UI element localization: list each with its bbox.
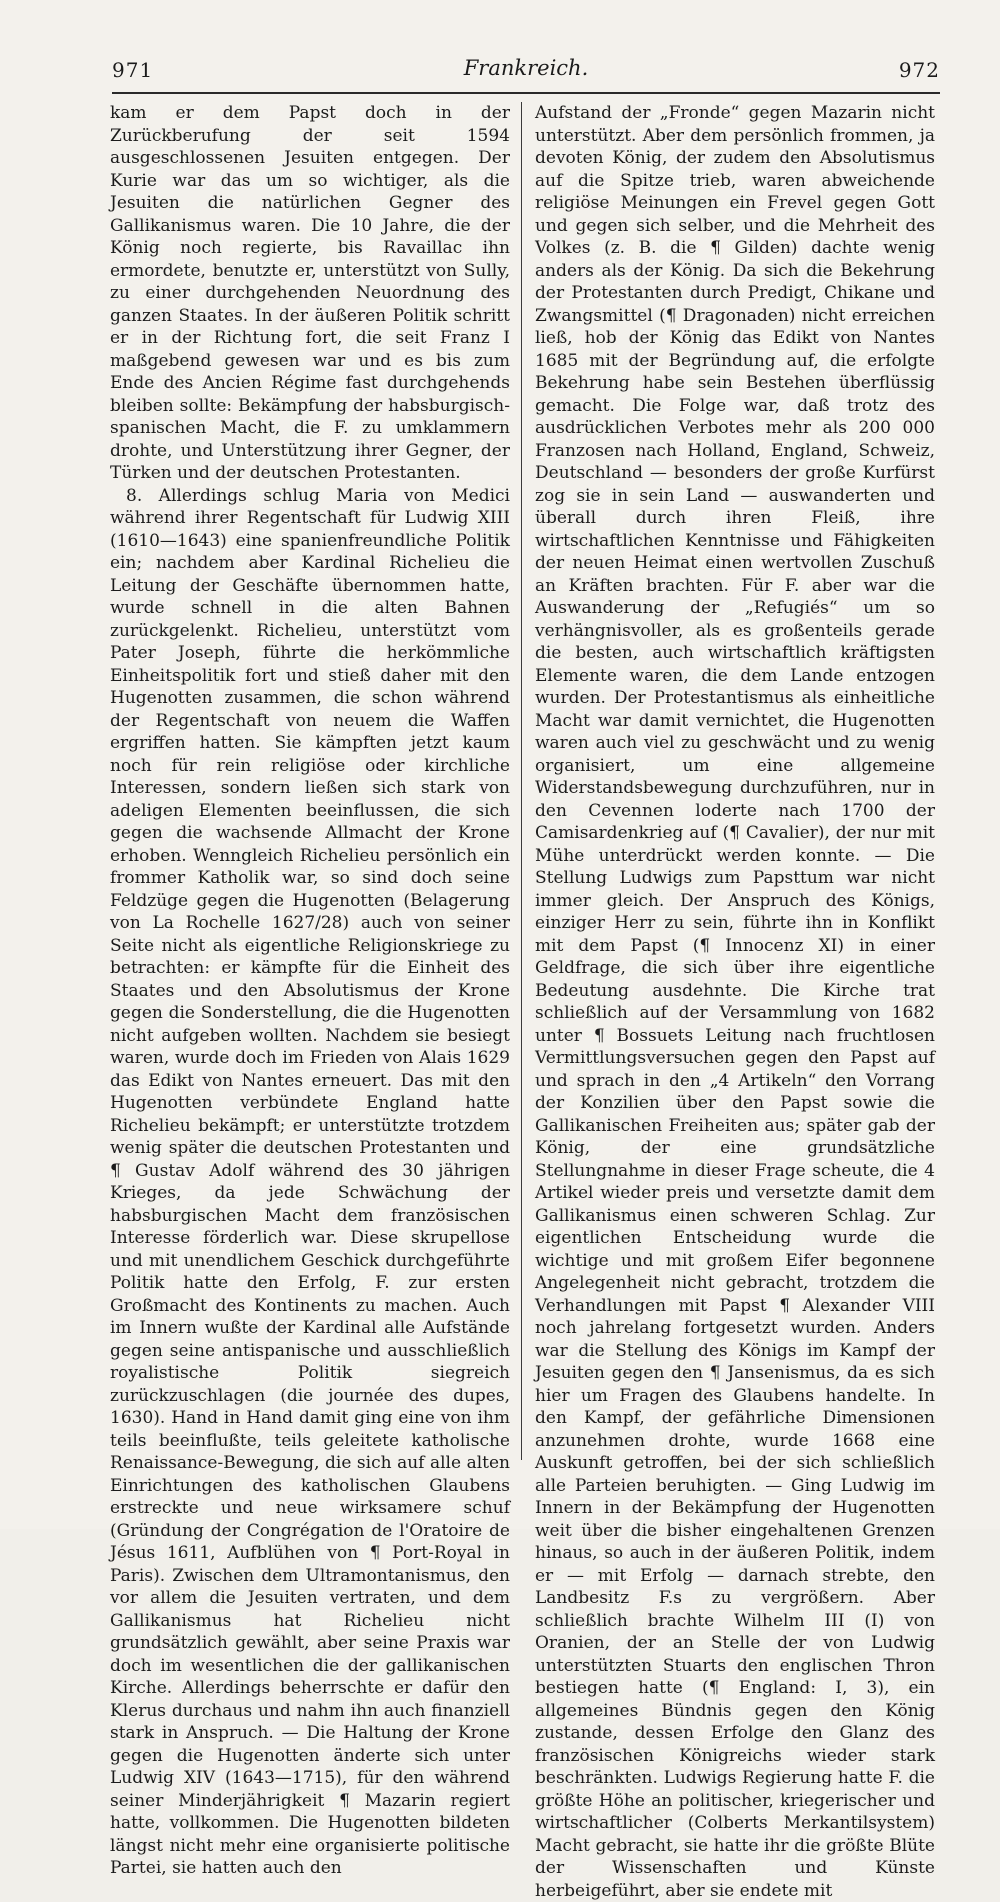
- running-header: [112, 52, 940, 94]
- column-divider: [521, 102, 522, 1460]
- page-number-left: 971: [112, 58, 154, 82]
- left-column: [110, 102, 510, 1878]
- running-title: Frankreich.: [463, 56, 589, 80]
- left-paragraph: 8. Allerdings schlug Maria von Medici während ihrer Regentschaft für Ludwig XIII (1610—1643) eine spanienfreundliche Politik ein; nachdem aber Kardinal Richelieu die Leitung der Geschäfte übernommen hatte, wurde schnell in die alten Bahnen zurückgelenkt. Richelieu, unterstützt vom Pater Joseph, führte die herkömmliche Einheitspolitik fort und stieß daher mit den Hugenotten zusammen, die schon während der Regentschaft von neuem die Waffen ergriffen hatten. Sie kämpften jetzt kaum noch für rein religiöse oder kirchliche Interessen, sondern ließen sich stark von adeligen Elementen beeinflussen, die sich gegen die wachsende Allmacht der Krone erhoben. Wenngleich Richelieu persönlich ein frommer Katholik war, so sind doch seine Feldzüge gegen die Hugenotten (Belagerung von La Rochelle 1627/28) auch von seiner Seite nicht als eigentliche Religionskriege zu betrachten: er kämpfte für die Einheit des Staates und den Absolutismus der Krone gegen die Sonderstellung, die die Hugenotten nicht aufgeben wollten. Nachdem sie besiegt waren, wurde doch im Frieden von Alais 1629 das Edikt von Nantes erneuert. Das mit den Hugenotten verbündete England hatte Richelieu bekämpft; er unterstützte trotzdem wenig später die deutschen Protestanten und ¶ Gustav Adolf während des 30 jährigen Krieges, da jede Schwächung der habsburgischen Macht dem französischen Interesse förderlich war. Diese skrupellose und mit unendlichem Geschick durchgeführte Politik hatte den Erfolg, F. zur ersten Großmacht des Kontinents zu machen. Auch im Innern wußte der Kardinal alle Aufstände gegen seine antispanische und ausschließlich royalistische Politik siegreich zurückzuschlagen (die journée des dupes, 1630). Hand in Hand damit ging eine von ihm teils beeinflußte, teils geleitete katholische Renaissance-Bewegung, die sich auf alle alten Einrichtungen des katholischen Glaubens erstreckte und neue wirksamere schuf (Gründung der Congrégation de l'Oratoire de Jésus 1611, Aufblühen von ¶ Port-Royal in Paris). Zwischen dem Ultramontanismus, den vor allem die Jesuiten vertraten, und dem Gallikanismus hat Richelieu nicht grundsätzlich gewählt, aber seine Praxis war doch im wesentlichen die der gallikanischen Kirche. Allerdings beherrschte er dafür den Klerus durchaus und nahm ihn auch finanziell stark in Anspruch. — Die Haltung der Krone gegen die Hugenotten änderte sich unter Ludwig XIV (1643—1715), für den während seiner Minderjährigkeit ¶ Mazarin regiert hatte, vollkommen. Die Hugenotten bildeten längst nicht mehr eine organisierte politische Partei, sie hatten auch den: [110, 485, 510, 1878]
- page-number-right: 972: [898, 58, 940, 82]
- left-paragraph: kam er dem Papst doch in der Zurückberufung der seit 1594 ausgeschlossenen Jesuiten entgegen. Der Kurie war das um so wichtiger, als die Jesuiten die natürlichen Gegner des Gallikanismus waren. Die 10 Jahre, die der König noch regierte, bis Ravaillac ihn ermordete, benutzte er, unterstützt von Sully, zu einer durchgehenden Neuordnung des ganzen Staates. In der äußeren Politik schritt er in der Richtung fort, die seit Franz I maßgebend gewesen war und es bis zum Ende des Ancien Régime fast durchgehends bleiben sollte: Bekämpfung der habsburgisch-spanischen Macht, die F. zu umklammern drohte, und Unterstützung ihrer Gegner, der Türken und der deutschen Protestanten.: [110, 103, 510, 483]
- right-paragraph: Aufstand der „Fronde“ gegen Mazarin nicht unterstützt. Aber dem persönlich frommen, ja devoten König, der zudem den Absolutismus auf die Spitze trieb, waren abweichende religiöse Meinungen ein Frevel gegen Gott und gegen sich selber, und die Mehrheit des Volkes (z. B. die ¶ Gilden) dachte wenig anders als der König. Da sich die Bekehrung der Protestanten durch Predigt, Chikane und Zwangsmittel (¶ Dragonaden) nicht erreichen ließ, hob der König das Edikt von Nantes 1685 mit der Begründung auf, die erfolgte Bekehrung habe sein Bestehen überflüssig gemacht. Die Folge war, daß trotz des ausdrücklichen Verbotes mehr als 200 000 Franzosen nach Holland, England, Schweiz, Deutschland — besonders der große Kurfürst zog sie in sein Land — auswanderten und überall durch ihren Fleiß, ihre wirtschaftlichen Kenntnisse und Fähigkeiten der neuen Heimat einen wertvollen Zuschuß an Kräften brachten. Für F. aber war die Auswanderung der „Refugiés“ um so verhängnisvoller, als es großenteils gerade die besten, auch wirtschaftlich kräftigsten Elemente waren, die dem Lande entzogen wurden. Der Protestantismus als einheitliche Macht war damit vernichtet, die Hugenotten waren auch viel zu geschwächt und zu wenig organisiert, um eine allgemeine Widerstandsbewegung durchzuführen, nur in den Cevennen loderte nach 1700 der Camisardenkrieg auf (¶ Cavalier), der nur mit Mühe unterdrückt werden konnte. — Die Stellung Ludwigs zum Papsttum war nicht immer gleich. Der Anspruch des Königs, einziger Herr zu sein, führte ihn in Konflikt mit dem Papst (¶ Innocenz XI) in einer Geldfrage, die sich über ihre eigentliche Bedeutung ausdehnte. Die Kirche trat schließlich auf der Versammlung von 1682 unter ¶ Bossuets Leitung nach fruchtlosen Vermittlungsversuchen gegen den Papst auf und sprach in den „4 Artikeln“ den Vorrang der Konzilien über den Papst sowie die Gallikanischen Freiheiten aus; später gab der König, der eine grundsätzliche Stellungnahme in dieser Frage scheute, die 4 Artikel wieder preis und versetzte damit dem Gallikanismus einen schweren Schlag. Zur eigentlichen Entscheidung wurde die wichtige und mit großem Eifer begonnene Angelegenheit nicht gebracht, trotzdem die Verhandlungen mit Papst ¶ Alexander VIII noch jahrelang fortgesetzt wurden. Anders war die Stellung des Königs im Kampf der Jesuiten gegen den ¶ Jansenismus, da es sich hier um Fragen des Glaubens handelte. In den Kampf, der gefährliche Dimensionen anzunehmen drohte, wurde 1668 eine Auskunft getroffen, bei der sich schließlich alle Parteien beruhigten. — Ging Ludwig im Innern in der Bekämpfung der Hugenotten weit über die bisher eingehaltenen Grenzen hinaus, so auch in der äußeren Politik, indem er — mit Erfolg — darnach strebte, den Landbesitz F.s zu vergrößern. Aber schließlich brachte Wilhelm III (I) von Oranien, der an Stelle der von Ludwig unterstützten Stuarts den englischen Thron bestiegen hatte (¶ England: I, 3), ein allgemeines Bündnis gegen den König zustande, dessen Erfolge den Glanz des französischen Königreichs wieder stark beschränkten. Ludwigs Regierung hatte F. die größte Höhe an politischer, kriegerischer und wirtschaftlicher (Colberts Merkantilsystem) Macht gebracht, sie hatte ihr die größte Blüte der Wissenschaften und Künste herbeigeführt, aber sie endete mit: [535, 103, 935, 1901]
- right-column: [535, 102, 935, 1901]
